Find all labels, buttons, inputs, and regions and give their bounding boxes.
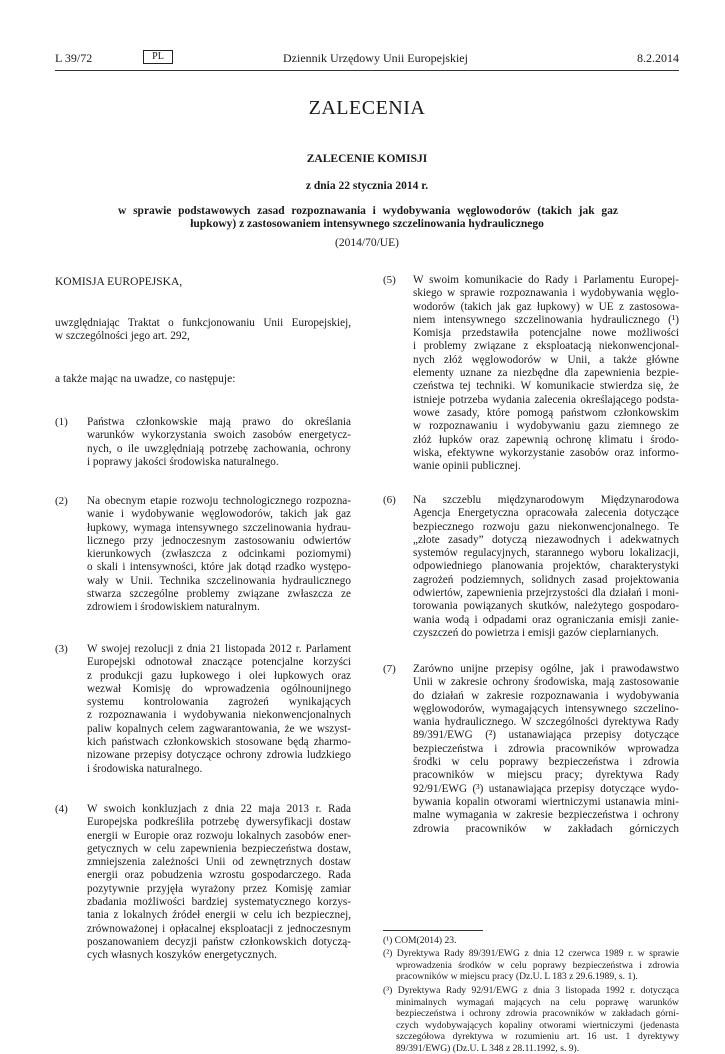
recital-line: torowania powiązanych skutków, należytego gospodaro- — [413, 600, 679, 613]
footnote-2 — [383, 948, 679, 983]
recital-line: wowe zasady, które pomogą państwom członkowskim — [413, 407, 679, 420]
recital-line: Na szczeblu międzynarodowym Międzynarodowa — [413, 494, 679, 507]
footnote-line: szczegółowa dyrektywa w rozumieniu art. 16 ust. 1 dyrektywy — [383, 1031, 679, 1043]
recital-line: kich państwach członkowskich stosowane będą zharmo- — [87, 736, 351, 749]
recital-line: systemów regulacyjnych, starannego wyboru lokalizacji, — [413, 547, 679, 560]
recital-line: systemu kontrolowania zagrożeń wynikających — [87, 696, 351, 709]
recital-line: zdrowiem i środowiskiem naturalnym. — [87, 601, 351, 614]
recital-line: energii oraz pobudzenia wzrostu gospodarczego. Rada — [87, 869, 351, 882]
recital-number: (5) — [383, 274, 396, 287]
recital-line: odpowiedniego planowania projektów, charakterystyki — [413, 560, 679, 573]
recital-line: i poprawy jakości środowiska naturalnego. — [87, 456, 351, 469]
recital-line: stwarza szczególne problemy związane zwłaszcza ze — [87, 588, 351, 601]
recital-line: wania hydraulicznego. W szczególności dyrektywa Rady — [413, 716, 679, 729]
recital-line: getycznych w celu zapewnienia bezpieczeństwa dostaw, — [87, 843, 351, 856]
recital-line: Europejska podkreśliła potrzebę dywersyfikacji dostaw — [87, 816, 351, 829]
journal-title: Dziennik Urzędowy Unii Europejskiej — [283, 51, 468, 65]
recital-number: (3) — [55, 643, 68, 656]
recital-line: do działań w zakresie rozpoznawania i wydobywania — [413, 690, 679, 703]
language-badge: PL — [143, 50, 173, 64]
recital-line: zbadania możliwości bardziej systematycznego korzys- — [87, 896, 351, 909]
recital-line: nych, o ile uwzględniają potrzebę zachowania, ochrony — [87, 443, 351, 456]
recital-line: wodorów (takich jak gaz łupkowy) w UE z zastosowa- — [413, 301, 679, 314]
recital-line: 89/391/EWG (²) ustanawiająca przepisy dotyczące — [413, 729, 679, 742]
recital-line: zagrożeń podziemnych, solidnych zasad projektowania — [413, 574, 679, 587]
recital-line: łupkowy, wymaga intensywnego szczelinowania hydrau- — [87, 522, 351, 535]
recital-line: niem intensywnego szczelinowania hydraulicznego (¹) — [413, 314, 679, 327]
recital-line: węglowodorów, wymagających intensywnego szczelino- — [413, 703, 679, 716]
recital-line: wezwał Komisję do wprowadzenia ogólnounijnego — [87, 683, 351, 696]
footnote-1 — [383, 935, 679, 947]
footnote-line: 89/391/EWG) (Dz.U. L 348 z 28.11.1992, s. 9). — [383, 1043, 679, 1054]
recital-1 — [87, 416, 351, 469]
recital-line: „złote zasady” dotyczą niezawodnych i adekwatnych — [413, 534, 679, 547]
footnote-line: (¹) COM(2014) 23. — [383, 935, 679, 947]
recital-line: istnieje potrzeba wydania zalecenia określającego podsta- — [413, 394, 679, 407]
recital-line: pozytywnie przyjęła wyrażony przez Komisję zamiar — [87, 883, 351, 896]
recital-line: Komisja przedstawiła potencjalne nowe możliwości — [413, 327, 679, 340]
recital-3 — [87, 643, 351, 776]
recital-line: wania wodą i odpadami oraz ograniczania emisji zanie- — [413, 614, 679, 627]
recital-line: w rozpoznawaniu i wydobywaniu gazu ziemnego ze — [413, 420, 679, 433]
recital-line: paliw kopalnych celem zagwarantowania, że we wszyst- — [87, 723, 351, 736]
document-type: ZALECENIE KOMISJI — [55, 153, 679, 166]
recital-7 — [413, 663, 679, 836]
recital-line: odwiertów, zapewnienia przejrzystości dla działań i moni- — [413, 587, 679, 600]
header-divider — [55, 70, 679, 71]
recital-number: (7) — [383, 663, 396, 676]
recital-line: tania z lokalnych źródeł energii w celu ich bezpiecznej, — [87, 909, 351, 922]
recital-number: (1) — [55, 416, 68, 429]
recital-line: wały w Unii. Technika szczelinowania hydraulicznego — [87, 575, 351, 588]
recital-line: i środowiska naturalnego. — [87, 763, 351, 776]
recital-6 — [413, 494, 679, 640]
recital-line: i problemy związane z eksploatacją niekonwencjonal- — [413, 340, 679, 353]
recital-line: W swojej rezolucji z dnia 21 listopada 2012 r. Parlament — [87, 643, 351, 656]
footnote-line: wprowadzenia środków w celu poprawy bezpieczeństwa i zdrowia — [383, 960, 679, 972]
recital-line: zdrowia pracowników w zakładach górniczych — [413, 823, 679, 836]
recital-line: zmniejszenia zależności Unii od zewnętrznych dostaw — [87, 856, 351, 869]
document-reference: (2014/70/UE) — [55, 237, 679, 250]
recital-line: malne wymagania w zakresie bezpieczeństwa i ochrony — [413, 809, 679, 822]
footnote-line: minimalnych wymagań mających na celu poprawę warunków — [383, 997, 679, 1009]
section-heading: ZALECENIA — [55, 95, 679, 121]
recital-line: środki w celu poprawy bezpieczeństwa i zdrowia — [413, 756, 679, 769]
recital-number: (4) — [55, 803, 68, 816]
having-regard-line: w szczególności jego art. 292, — [55, 330, 351, 343]
recital-line: wanie opinii publicznej. — [413, 460, 679, 473]
having-regard-paragraph — [55, 317, 351, 344]
subject-line-2: łupkowy) z zastosowaniem intensywnego szczelinowania hydraulicznego — [55, 218, 679, 231]
recital-number: (2) — [55, 495, 68, 508]
footnote-line: bezpieczeństwa i ochrony zdrowia pracowników w zakładach górni- — [383, 1008, 679, 1020]
recital-line: Agencja Energetyczna opracowała zalecenia dotyczące — [413, 507, 679, 520]
recital-line: bezpieczeństwa i zdrowia pracowników wprowadza — [413, 743, 679, 756]
recital-line: warunków wykorzystania swoich zasobów energetycz- — [87, 429, 351, 442]
recital-line: cych własnych koszyków energetycznych. — [87, 949, 351, 962]
recital-line: W swoim komunikacie do Rady i Parlamentu Europej- — [413, 274, 679, 287]
recital-line: 92/91/EWG (³) ustanawiająca przepisy dotyczące wydo- — [413, 783, 679, 796]
publication-date: 8.2.2014 — [617, 51, 679, 65]
recital-line: wiska, efektywne wykorzystanie zasobów oraz informo- — [413, 447, 679, 460]
recital-line: energii w Europie oraz rozwoju lokalnych zasobów ener- — [87, 830, 351, 843]
recital-line: z rozpoznawania i wydobywania niekonwencjonalnych — [87, 709, 351, 722]
footnote-line: (²) Dyrektywa Rady 89/391/EWG z dnia 12 czerwca 1989 r. w sprawie — [383, 948, 679, 960]
footnote-line: (³) Dyrektywa Rady 92/91/EWG z dnia 3 listopada 1992 r. dotycząca — [383, 985, 679, 997]
recital-4 — [87, 803, 351, 963]
footnote-line: pracowników w miejscu pracy (Dz.U. L 183 z 29.6.1989, s. 1). — [383, 971, 679, 983]
recital-line: z produkcji gazu łupkowego i olei łupkowych oraz — [87, 670, 351, 683]
recital-line: o skali i intensywności, które jak dotąd rzadko występo- — [87, 561, 351, 574]
recital-line: bywania kopalin otworami wiertniczymi ustanawia mini- — [413, 796, 679, 809]
page-reference: L 39/72 — [55, 51, 92, 65]
recital-line: Europejski odnotował znaczące potencjalne korzyści — [87, 656, 351, 669]
recital-line: złóż łupków oraz zapewnią ochronę klimatu i środo- — [413, 434, 679, 447]
recital-line: czyszczeń do powietrza i emisji gazów cieplarnianych. — [413, 627, 679, 640]
recital-number: (6) — [383, 494, 396, 507]
recital-5 — [413, 274, 679, 473]
recital-line: Państwa członkowskie mają prawo do określania — [87, 416, 351, 429]
recital-line: skiego w sprawie rozpoznawania i wydobywania węglo- — [413, 287, 679, 300]
footnote-line: czych wydobywających kopaliny otworami wiertniczymi (jedenasta — [383, 1020, 679, 1032]
recital-line: zrównoważonej i opłacalnej eksploatacji z jednoczesnym — [87, 923, 351, 936]
intro-line: KOMISJA EUROPEJSKA, — [55, 276, 182, 289]
recital-2 — [87, 495, 351, 615]
recital-line: poszanowaniem decyzji państw członkowskich dotyczą- — [87, 936, 351, 949]
document-date: z dnia 22 stycznia 2014 r. — [55, 180, 679, 193]
recital-line: czeństwa tej techniki. W komunikacie stwierdza się, że — [413, 380, 679, 393]
recital-line: Na obecnym etapie rozwoju technologicznego rozpozna- — [87, 495, 351, 508]
recital-line: Unii w zakresie ochrony środowiska, mają zastosowanie — [413, 676, 679, 689]
recital-line: licznego przy jednoczesnym zastosowaniu odwiertów — [87, 535, 351, 548]
footnote-3 — [383, 985, 679, 1054]
recital-line: Zarówno unijne przepisy ogólne, jak i prawodawstwo — [413, 663, 679, 676]
recital-line: wanie i wydobywanie węglowodorów, takich jak gaz — [87, 508, 351, 521]
recital-line: kierunkowych (zwłaszcza z odcinkami poziomymi) — [87, 548, 351, 561]
recital-line: elementy uznane za niezbędne dla zapewnienia bezpie- — [413, 367, 679, 380]
recital-line: bezpiecznego rozwoju gazu niekonwencjonalnego. Te — [413, 521, 679, 534]
recital-line: W swoich konkluzjach z dnia 22 maja 2013 r. Rada — [87, 803, 351, 816]
recital-line: nizowane przepisy dotyczące ochrony zdrowia ludzkiego — [87, 749, 351, 762]
subject-line-1: w sprawie podstawowych zasad rozpoznawania i wydobywania węglowodorów (takich jak gaz — [118, 205, 618, 218]
recital-line: pracowników w miejscu pracy; dyrektywa Rady — [413, 769, 679, 782]
recital-line: nych złóż węglowodorów w Unii, a także główne — [413, 354, 679, 367]
whereas-line: a także mając na uwadze, co następuje: — [55, 373, 235, 386]
footnote-divider — [383, 930, 483, 931]
having-regard-line: uwzględniając Traktat o funkcjonowaniu Unii Europejskiej, — [55, 317, 351, 330]
